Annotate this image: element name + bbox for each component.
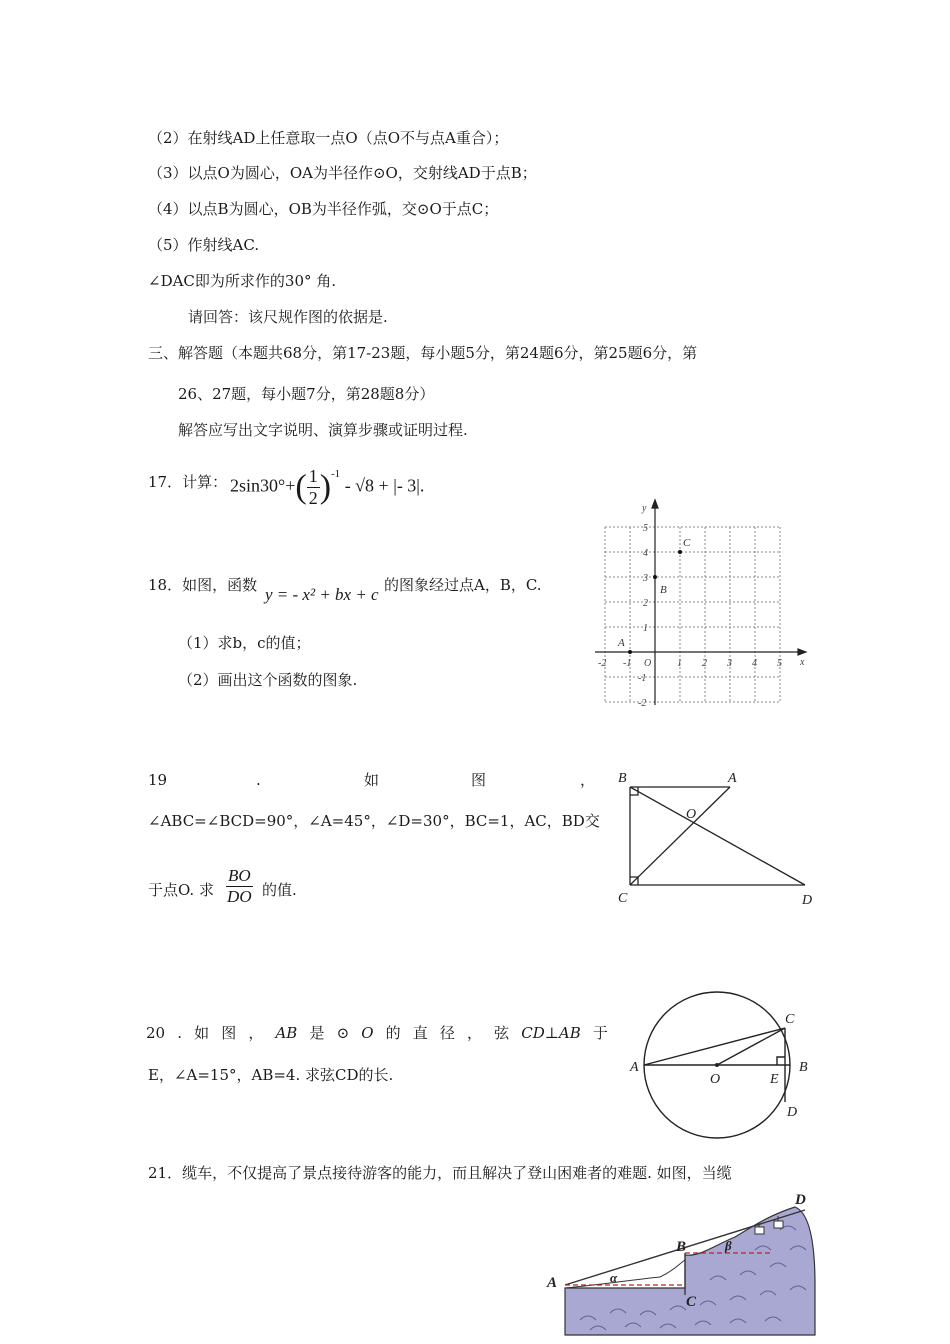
construction-result: ∠DAC即为所求作的30° 角. xyxy=(148,272,337,290)
q21-label-b: B xyxy=(676,1239,687,1255)
grid-x-tick: 3 xyxy=(727,658,732,669)
section-instruction: 解答应写出文字说明、演算步骤或证明过程. xyxy=(178,421,468,439)
grid-point-a xyxy=(628,650,632,654)
q21-text: 21．缆车，不仅提高了景点接待游客的能力，而且解决了登山困难者的难题. 如图，当缆 xyxy=(148,1164,732,1182)
q19-label-c: C xyxy=(618,891,628,906)
q20-label-e: E xyxy=(770,1072,779,1087)
grid-point-b xyxy=(653,575,657,579)
grid-x-tick: -2 xyxy=(598,658,607,669)
grid-y-tick: 5 xyxy=(643,523,648,534)
q19-conditions: ∠ABC=∠BCD=90°，∠A=45°，∠D=30°，BC=1，AC，BD交 xyxy=(148,812,600,830)
grid-y-tick: 2 xyxy=(643,598,648,609)
grid-point-c-label: C xyxy=(683,537,691,549)
q20-label-b: B xyxy=(799,1060,808,1075)
q19-label-o: O xyxy=(686,807,697,822)
q17-expression: 2sin30°+( $\frac{1}{2}$ )$^{-1}$ - √8 + |- 3|. xyxy=(230,466,425,508)
q19-figure xyxy=(610,765,825,910)
q19-dot: . xyxy=(256,771,261,789)
grid-y-tick: -2 xyxy=(638,698,647,709)
q17-label: 17．计算： xyxy=(148,473,228,491)
grid-y-tick: -1 xyxy=(638,673,647,684)
q19-tu: 图 xyxy=(471,771,487,789)
q18-sub1: （1）求b，c的值； xyxy=(178,634,311,652)
q20-label-o: O xyxy=(710,1072,721,1087)
step-3: （3）以点O为圆心，OA为半径作⊙O，交射线AD于点B； xyxy=(148,164,537,182)
q19-ru: 如 xyxy=(364,771,380,789)
q20-circle-figure xyxy=(622,985,822,1150)
q19-ratio: $\frac{BO}{DO}$ xyxy=(227,866,252,906)
q19-label-d: D xyxy=(802,893,813,908)
q21-label-a: A xyxy=(547,1275,558,1291)
grid-y-label: y xyxy=(642,503,647,514)
q19-label-a: A xyxy=(728,771,737,786)
q20-line1: 20 . 如 图 ， AB 是 ⊙ O 的 直 径 ， 弦 CD⊥AB 于 xyxy=(146,1024,608,1042)
step-2: （2）在射线AD上任意取一点O（点O不与点A重合）； xyxy=(148,129,509,147)
grid-y-tick: 1 xyxy=(643,623,648,634)
q17-expr-b: - √8 + |- 3| xyxy=(344,475,420,496)
q20-label-d: D xyxy=(787,1105,798,1120)
q19-number: 19 xyxy=(148,771,168,789)
q17-exponent: -1 xyxy=(331,467,341,480)
q21-label-c: C xyxy=(686,1294,697,1310)
q18-label: 18．如图，函数 xyxy=(148,576,258,594)
q17-fraction: $\frac{1}{2}$ xyxy=(308,466,318,508)
q18-sub2: （2）画出这个函数的图象. xyxy=(178,671,358,689)
step-4: （4）以点B为圆心，OB为半径作弧，交⊙O于点C； xyxy=(148,200,499,218)
q21-cable-car-figure xyxy=(540,1185,825,1340)
grid-point-c xyxy=(678,550,682,554)
q19-comma: ， xyxy=(580,771,596,789)
section-heading-line1: 三、解答题（本题共68分，第17-23题，每小题5分，第24题6分，第25题6分，第 xyxy=(148,344,698,362)
q20-line2: E，∠A=15°，AB=4. 求弦CD的长. xyxy=(148,1066,394,1084)
q18-text: 的图象经过点A，B，C. xyxy=(384,576,542,594)
grid-x-tick: 1 xyxy=(677,658,682,669)
q17-expr-a: 2sin30°+ xyxy=(230,475,296,496)
grid-point-b-label: B xyxy=(660,584,667,596)
q20-label-c: C xyxy=(785,1012,795,1027)
q19-label-b: B xyxy=(618,771,627,786)
grid-x-tick: 2 xyxy=(702,658,707,669)
q18-coordinate-grid xyxy=(590,495,815,710)
q18-function: y = - x² + bx + c xyxy=(265,585,379,604)
grid-y-tick: 4 xyxy=(643,548,648,559)
grid-origin: O xyxy=(644,658,652,669)
q21-label-beta: β xyxy=(725,1238,732,1253)
q21-label-alpha: α xyxy=(610,1270,618,1285)
q20-label-a: A xyxy=(630,1060,639,1075)
q19-line3-a: 于点O. 求 xyxy=(148,881,214,899)
section-heading-line2: 26、27题，每小题7分，第28题8分） xyxy=(178,385,435,403)
grid-x-label: x xyxy=(800,657,805,668)
step-5: （5）作射线AC. xyxy=(148,236,260,254)
grid-x-tick: -1 xyxy=(623,658,632,669)
q21-label-d: D xyxy=(795,1192,806,1208)
grid-y-tick: 3 xyxy=(643,573,648,584)
construction-question: 请回答：该尺规作图的依据是. xyxy=(188,308,388,326)
grid-x-tick: 4 xyxy=(752,658,757,669)
grid-x-tick: 5 xyxy=(777,658,782,669)
q19-line3-b: 的值. xyxy=(262,881,297,899)
grid-point-a-label: A xyxy=(618,637,625,649)
